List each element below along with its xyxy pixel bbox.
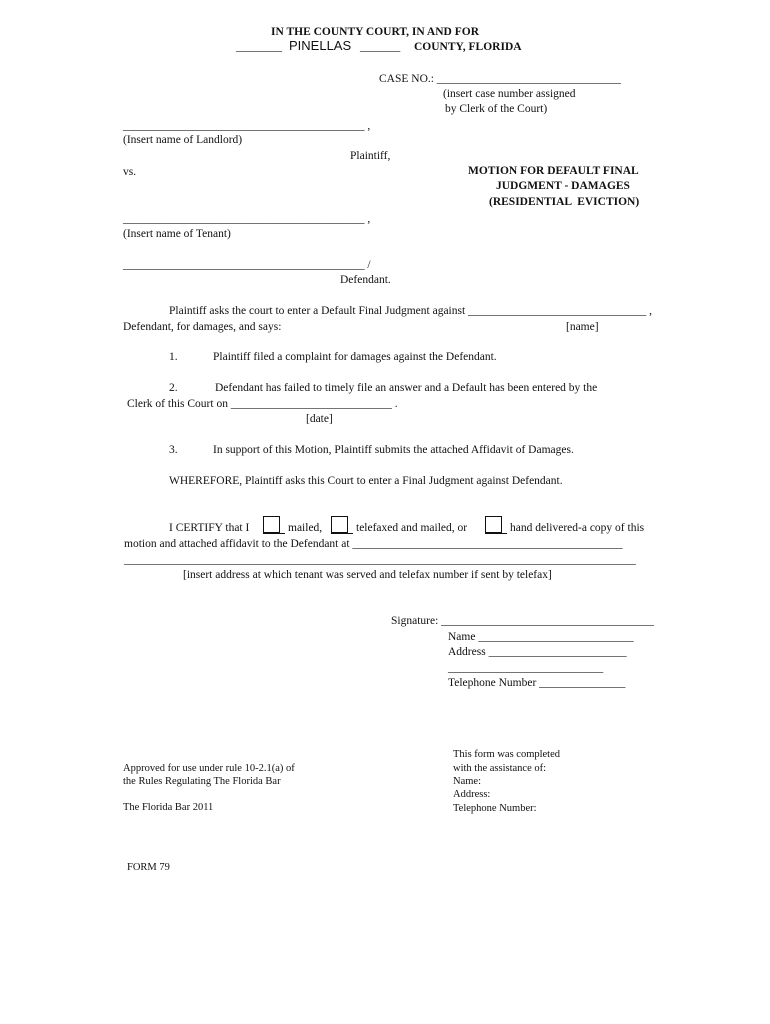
certify-prefix: I CERTIFY that I xyxy=(169,522,250,534)
signature-field[interactable]: Signature: _____________________________________ xyxy=(391,615,654,627)
telefaxed-checkbox[interactable] xyxy=(331,516,348,533)
hand-delivered-label: hand delivered-a copy of this xyxy=(510,522,645,534)
wherefore-clause: WHEREFORE, Plaintiff asks this Court to enter a Final Judgment against Defendant. xyxy=(169,475,563,487)
tenant-name-field[interactable]: __________________________________________ , xyxy=(123,213,371,225)
landlord-name-field[interactable]: __________________________________________ , xyxy=(123,120,371,132)
county-label: COUNTY, FLORIDA xyxy=(414,41,522,53)
mailed-checkbox[interactable] xyxy=(263,516,280,533)
signer-address-field-2[interactable]: ___________________________ xyxy=(448,662,604,674)
case-number-note-2: by Clerk of the Court) xyxy=(445,103,548,115)
case-number-note: (insert case number assigned xyxy=(443,88,576,100)
item-1-number: 1. xyxy=(169,351,178,363)
county-suffix-line: _______ xyxy=(360,41,401,53)
item-2-number: 2. xyxy=(169,382,178,394)
service-address-field-2[interactable]: _________________________________________________________________________________________ xyxy=(124,554,636,566)
county-prefix-line: ________ xyxy=(236,41,282,53)
landlord-hint: (Insert name of Landlord) xyxy=(123,134,243,146)
assistance-line-1: This form was completed xyxy=(453,749,561,760)
assistance-name: Name: xyxy=(453,776,481,787)
item-3-number: 3. xyxy=(169,444,178,456)
signer-name-field[interactable]: Name ___________________________ xyxy=(448,631,634,643)
hand-delivered-checkbox[interactable] xyxy=(485,516,502,533)
florida-bar-year: The Florida Bar 2011 xyxy=(123,802,214,813)
service-address-hint: [insert address at which tenant was served and telefax number if sent by telefax] xyxy=(183,569,552,581)
name-hint: [name] xyxy=(566,321,599,333)
item-1-text: Plaintiff filed a complaint for damages against the Defendant. xyxy=(213,351,497,363)
signer-address-field[interactable]: Address ________________________ xyxy=(448,646,627,658)
title-line-1: MOTION FOR DEFAULT FINAL xyxy=(468,165,639,177)
item-2-text: Defendant has failed to timely file an answer and a Default has been entered by the xyxy=(215,382,598,394)
assistance-phone: Telephone Number: xyxy=(453,803,537,814)
tenant-hint: (Insert name of Tenant) xyxy=(123,228,231,240)
mailed-label: mailed, xyxy=(288,522,323,534)
court-heading: IN THE COUNTY COURT, IN AND FOR xyxy=(271,26,479,38)
approval-line-2: the Rules Regulating The Florida Bar xyxy=(123,776,281,787)
default-date-field[interactable]: Clerk of this Court on ____________________________ . xyxy=(127,398,398,410)
telefaxed-label: telefaxed and mailed, or xyxy=(356,522,468,534)
telefaxed-checkbox-underline xyxy=(331,533,353,534)
assistance-address: Address: xyxy=(453,789,491,800)
signer-phone-field[interactable]: Telephone Number _______________ xyxy=(448,677,626,689)
title-line-2: JUDGMENT - DAMAGES xyxy=(496,180,630,192)
defendant-line[interactable]: __________________________________________ / xyxy=(123,259,371,271)
form-number: FORM 79 xyxy=(127,862,170,873)
hand-delivered-checkbox-underline xyxy=(485,533,507,534)
intro-line-2: Defendant, for damages, and says: xyxy=(123,321,282,333)
assistance-line-2: with the assistance of: xyxy=(453,763,547,774)
vs-label: vs. xyxy=(123,166,137,178)
item-3-text: In support of this Motion, Plaintiff submits the attached Affidavit of Damages. xyxy=(213,444,574,456)
mailed-checkbox-underline xyxy=(263,533,285,534)
county-field[interactable]: PINELLAS xyxy=(289,38,352,53)
plaintiff-label: Plaintiff, xyxy=(350,150,391,162)
case-number-field[interactable]: CASE NO.: ________________________________ xyxy=(379,73,621,85)
defendant-label: Defendant. xyxy=(340,274,391,286)
title-line-3: (RESIDENTIAL EVICTION) xyxy=(489,196,640,208)
approval-line-1: Approved for use under rule 10-2.1(a) of xyxy=(123,763,295,774)
intro-line-1[interactable]: Plaintiff asks the court to enter a Default Final Judgment against _______________________________ , xyxy=(169,305,653,317)
date-hint: [date] xyxy=(306,413,333,425)
service-address-field[interactable]: motion and attached affidavit to the Defendant at _______________________________________________ xyxy=(124,538,623,550)
